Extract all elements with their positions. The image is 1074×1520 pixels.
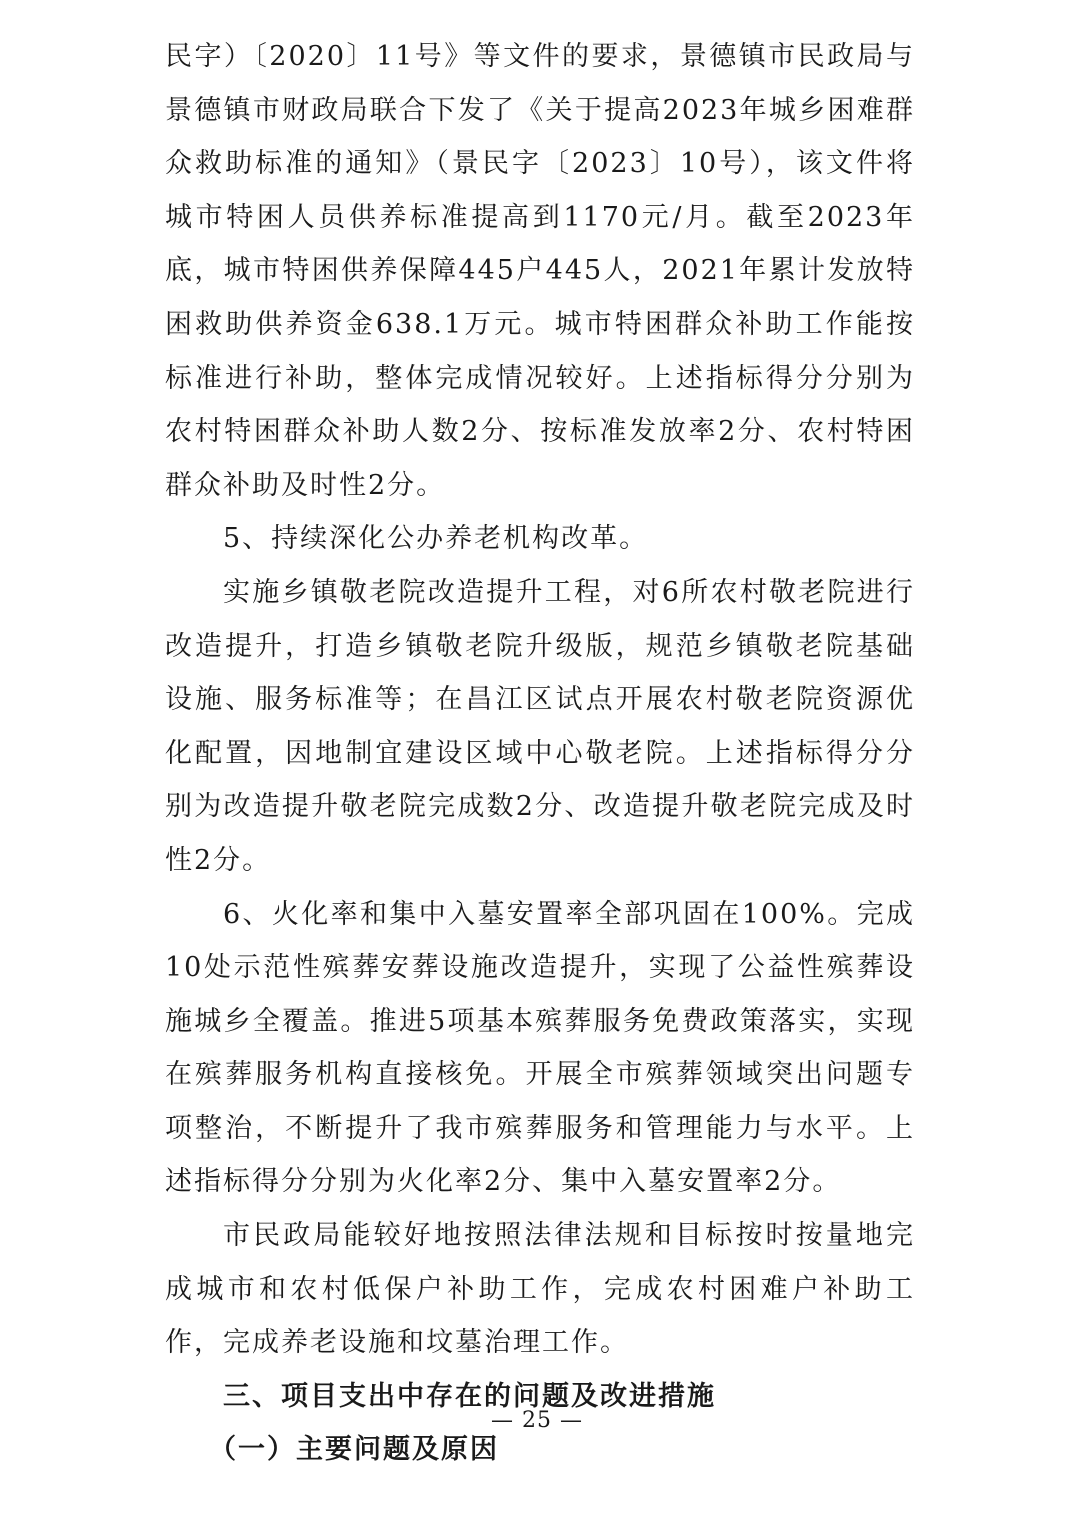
sub-heading: （一）主要问题及原因 xyxy=(209,1434,499,1466)
paragraph-continuation: 民字）〔2020〕11号》等文件的要求，景德镇市民政局与景德镇市财政局联合下发了《关于提高2023年城乡困难群众救助标准的通知》（景民字〔2023〕10号），该文件将城市特困人员供养标准提高到1170元/月。截至2023年底，城市特困供养保障445户445人，2021年累计发放特困救助供养资金638.1万元。城市特困群众补助工作能按标准进行补助，整体完成情况较好。上述指标得分分别为农村特困群众补助人数2分、按标准发放率2分、农村特困群众补助及时性2分。 xyxy=(165,41,915,501)
item-5-body: 实施乡镇敬老院改造提升工程，对6所农村敬老院进行改造提升，打造乡镇敬老院升级版，规范乡镇敬老院基础设施、服务标准等；在昌江区试点开展农村敬老院资源优化配置，因地制宜建设区域中心敬老院。上述指标得分分别为改造提升敬老院完成数2分、改造提升敬老院完成及时性2分。 xyxy=(165,576,915,876)
section-heading: 三、项目支出中存在的问题及改进措施 xyxy=(223,1380,716,1412)
page-number: — 25 — xyxy=(491,1408,583,1433)
item-6-body: 6、火化率和集中入墓安置率全部巩固在100%。完成10处示范性殡葬安葬设施改造提升，实现了公益性殡葬设施城乡全覆盖。推进5项基本殡葬服务免费政策落实，实现在殡葬服务机构直接核免。开展全市殡葬领域突出问题专项整治，不断提升了我市殡葬服务和管理能力与水平。上述指标得分分别为火化率2分、集中入墓安置率2分。 xyxy=(165,898,915,1198)
document-body xyxy=(165,30,915,1477)
summary-paragraph: 市民政局能较好地按照法律法规和目标按时按量地完成城市和农村低保户补助工作，完成农村困难户补助工作，完成养老设施和坟墓治理工作。 xyxy=(165,1220,915,1359)
item-5-heading: 5、持续深化公办养老机构改革。 xyxy=(223,523,649,555)
